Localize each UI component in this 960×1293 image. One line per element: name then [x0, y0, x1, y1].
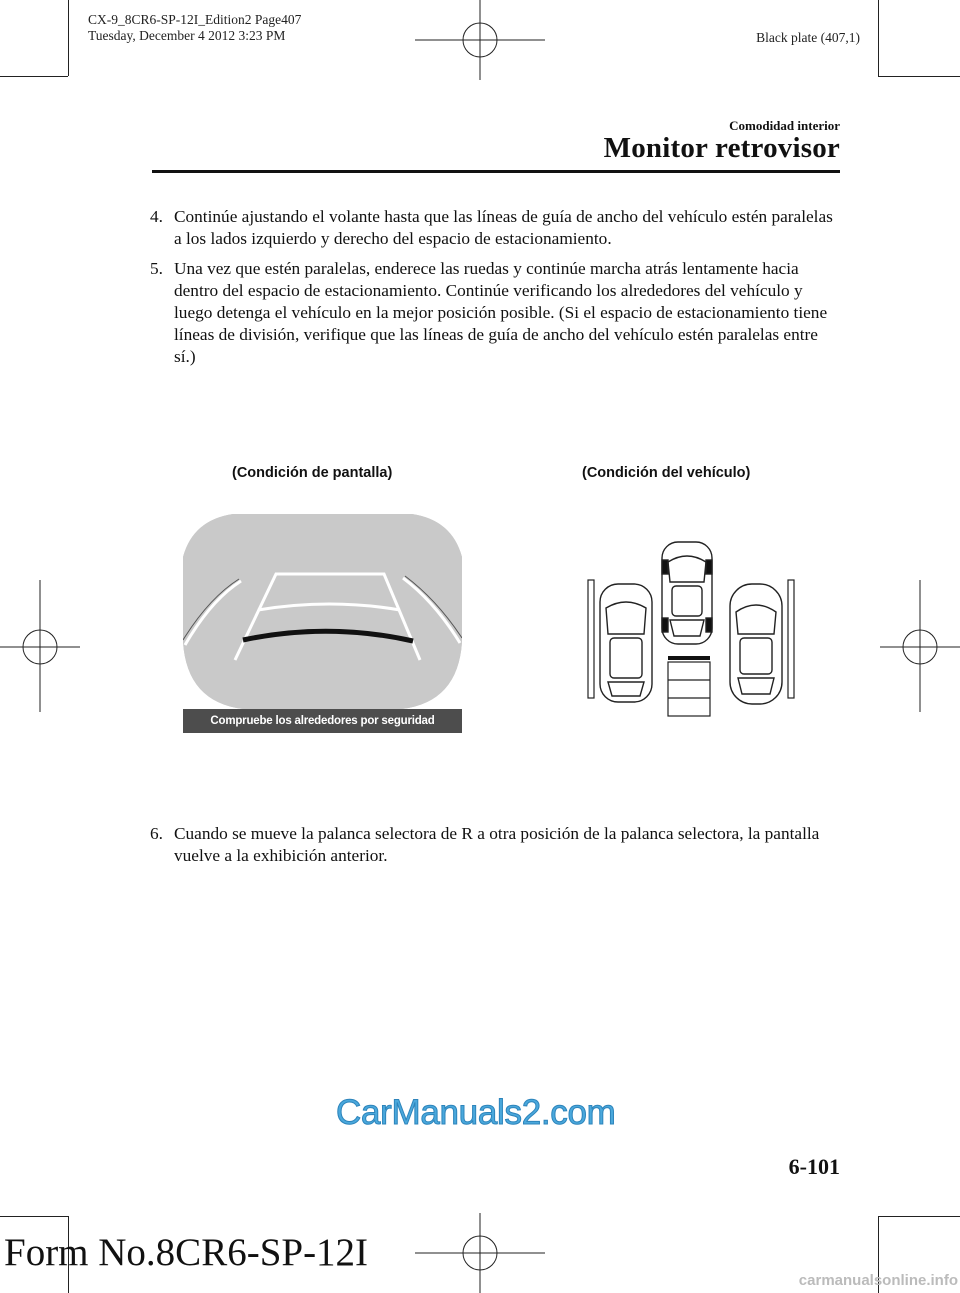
carmanuals-watermark: CarManuals2.com [336, 1093, 616, 1132]
plate-label: Black plate (407,1) [756, 30, 860, 45]
form-number: Form No.8CR6-SP-12I [4, 1231, 369, 1274]
rear-view-screen-illustration [183, 502, 462, 733]
site-watermark: carmanualsonline.info [798, 1272, 958, 1289]
step-6 [150, 823, 864, 867]
step-5 [150, 258, 840, 368]
page-number: 6-101 [788, 1154, 840, 1179]
step-list [150, 206, 840, 376]
vehicle-condition-caption: (Condición del vehículo) [582, 465, 751, 481]
step-number: 5. [150, 259, 163, 278]
step-4 [150, 206, 840, 250]
print-header-date: Tuesday, December 4 2012 3:23 PM [88, 28, 286, 43]
parking-vehicles-diagram [586, 538, 808, 718]
reversing-car [662, 542, 712, 644]
title-rule [152, 170, 840, 173]
section-label: Comodidad interior [729, 118, 840, 133]
print-header-file: CX-9_8CR6-SP-12I_Edition2 Page407 [88, 12, 302, 27]
step-text: Cuando se mueve la palanca selectora de R a otra posición de la palanca selectora, la pantalla vuelve a la exhibición anterior. [174, 824, 820, 865]
step-number: 4. [150, 207, 163, 226]
step-number: 6. [150, 824, 163, 843]
guide-lines-graphic [183, 502, 462, 733]
step-text: Una vez que estén paralelas, enderece las ruedas y continúe marcha atrás lentamente hacia dentro del espacio de estacionamiento. Continúe verificando los alrededores del vehículo y luego detenga el vehículo en la mejor posición posible. (Si el espacio de estacionamiento tiene líneas de división, verifique que las líneas de guía de ancho del vehículo estén paralelas entre sí.) [174, 259, 828, 366]
left-parked-car [600, 584, 652, 702]
step-text: Continúe ajustando el volante hasta que las líneas de guía de ancho del vehículo estén paralelas a los lados izquierdo y derecho del espacio de estacionamiento. [174, 207, 833, 248]
screen-condition-caption: (Condición de pantalla) [232, 465, 393, 481]
page-title: Monitor retrovisor [603, 132, 840, 164]
right-parked-car [730, 584, 782, 704]
screen-safety-banner: Compruebe los alrededores por seguridad [183, 709, 462, 733]
